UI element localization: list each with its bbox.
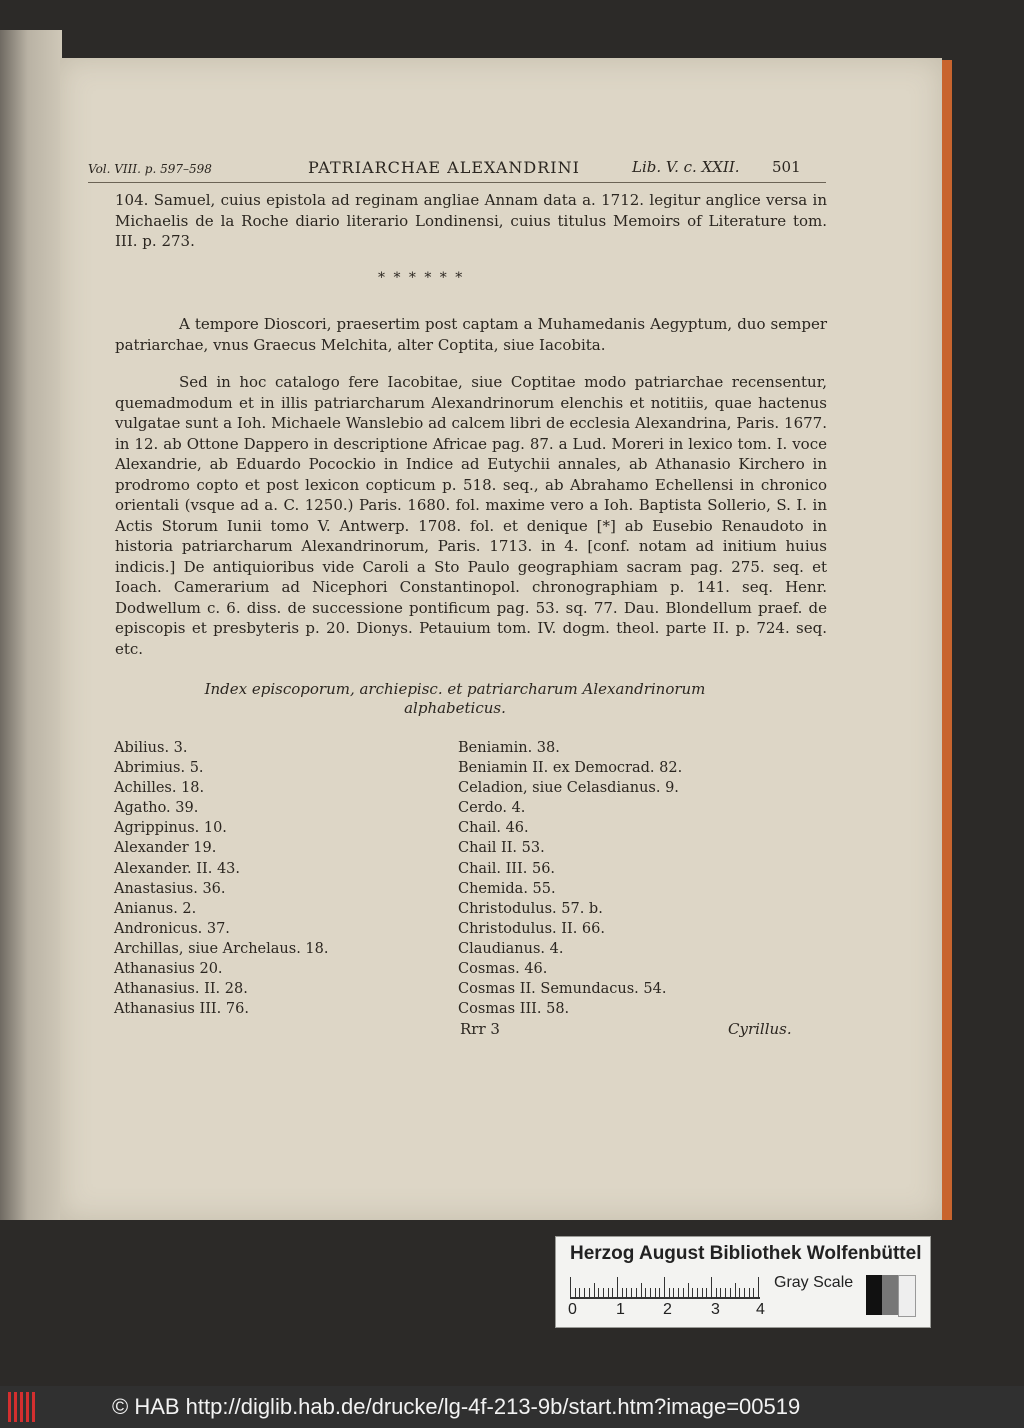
index-entry: Archillas, siue Archelaus. 18. bbox=[114, 940, 329, 957]
index-entry: Andronicus. 37. bbox=[114, 920, 230, 937]
scale-ruler bbox=[570, 1271, 760, 1299]
index-entry: Beniamin. 38. bbox=[458, 740, 560, 756]
ruler-tick bbox=[664, 1277, 665, 1297]
ruler-tick bbox=[735, 1283, 736, 1297]
ruler-tick bbox=[711, 1277, 712, 1297]
ruler-tick bbox=[594, 1283, 595, 1297]
ruler-tick bbox=[692, 1288, 693, 1297]
catchword: Cyrillus. bbox=[728, 1020, 792, 1038]
ruler-tick bbox=[720, 1288, 721, 1297]
index-entry: Beniamin II. ex Democrad. 82. bbox=[458, 760, 683, 777]
header-title: PATRIARCHAE ALEXANDRINI bbox=[308, 158, 580, 177]
ruler-tick bbox=[659, 1288, 660, 1297]
ruler-tick bbox=[570, 1277, 571, 1297]
ruler-tick bbox=[575, 1288, 576, 1297]
ruler-tick bbox=[669, 1288, 670, 1297]
ruler-tick bbox=[626, 1288, 627, 1297]
entry-104: 104. Samuel, cuius epistola ad reginam angliae Annam data a. 1712. legitur anglice versa in Michaelis de la Roche diario literario Londinensi, cuius titulus Memoirs of Literature tom. III. p. 273. bbox=[115, 191, 827, 250]
ruler-tick bbox=[598, 1288, 599, 1297]
ruler-tick bbox=[716, 1288, 717, 1297]
ruler-tick bbox=[697, 1288, 698, 1297]
scale-number: 0 bbox=[568, 1301, 577, 1318]
gray-swatch-black bbox=[866, 1275, 882, 1315]
index-entry: Christodulus. II. 66. bbox=[458, 920, 605, 937]
header-book-chapter: Lib. V. c. XXII. bbox=[632, 158, 740, 176]
ruler-tick bbox=[603, 1288, 604, 1297]
index-entry: Abilius. 3. bbox=[114, 740, 188, 756]
section-divider-stars: * * * * * * bbox=[378, 270, 465, 286]
header-rule bbox=[88, 182, 826, 183]
ruler-tick bbox=[749, 1288, 750, 1297]
index-entry: Athanasius 20. bbox=[114, 961, 223, 978]
ruler-tick bbox=[702, 1288, 703, 1297]
ruler-tick bbox=[579, 1288, 580, 1297]
index-entry: Chail II. 53. bbox=[458, 840, 545, 857]
index-entry: Anianus. 2. bbox=[114, 900, 197, 917]
ruler-tick bbox=[636, 1288, 637, 1297]
scale-number: 2 bbox=[663, 1301, 672, 1318]
paragraph-1: A tempore Dioscori, praesertim post captam a Muhamedanis Aegyptum, duo semper patriarchae, vnus Graecus Melchita, alter Coptita, siue Iacobita. bbox=[115, 315, 827, 354]
ruler-tick bbox=[612, 1288, 613, 1297]
gray-scale-label: Gray Scale bbox=[774, 1274, 854, 1291]
index-title: Index episcoporum, archiepisc. et patriarcharum Alexandrinorum alphabeticus. bbox=[204, 680, 706, 717]
index-entry: Athanasius. II. 28. bbox=[114, 981, 248, 998]
ruler-tick bbox=[650, 1288, 651, 1297]
ruler-tick bbox=[645, 1288, 646, 1297]
index-entry: Chemida. 55. bbox=[458, 880, 556, 897]
index-entry: Chail. 46. bbox=[458, 820, 529, 837]
library-label bbox=[555, 1236, 931, 1328]
gray-swatch-mid bbox=[882, 1275, 898, 1315]
signature-mark: Rrr 3 bbox=[460, 1020, 500, 1038]
index-entry: Agrippinus. 10. bbox=[114, 820, 227, 837]
facing-page-edge bbox=[0, 30, 62, 1220]
index-entry: Abrimius. 5. bbox=[114, 760, 204, 777]
ruler-tick bbox=[584, 1288, 585, 1297]
page-number: 501 bbox=[772, 158, 801, 176]
index-entry: Alexander. II. 43. bbox=[114, 860, 241, 877]
index-entry: Christodulus. 57. b. bbox=[458, 900, 603, 917]
ruler-tick bbox=[725, 1288, 726, 1297]
running-header bbox=[60, 158, 942, 180]
ruler-tick bbox=[673, 1288, 674, 1297]
index-column-right bbox=[458, 738, 682, 1019]
book-page bbox=[60, 58, 942, 1220]
library-name: Herzog August Bibliothek Wolfenbüttel bbox=[570, 1243, 922, 1264]
ruler-tick bbox=[608, 1288, 609, 1297]
index-entry: Chail. III. 56. bbox=[458, 860, 556, 877]
ruler-tick bbox=[683, 1288, 684, 1297]
footer-source-link[interactable]: © HAB http://diglib.hab.de/drucke/lg-4f-213-9b/start.htm?image=00519 bbox=[112, 1394, 801, 1419]
hab-logo-icon bbox=[6, 1392, 40, 1422]
paragraph-2: Sed in hoc catalogo fere Iacobitae, siue Coptitae modo patriarchae recensentur, quemadmodum et in illis patriarcharum Alexandrinorum elenchis et notitiis, quae hactenus vulgatae sunt a Ioh. Michaele Wanslebio ad calcem libri de ecclesia Alexandrina, Paris. 1677. in 12. ab Ottone Dappero in descriptione Africae pag. 87. a Lud. Moreri in lexico tom. I. voce Alexandrie, ab Eduardo Pocockio in Indice ad Eutychii annales, ab Athanasio Kirchero in prodromo copto et post lexicon copticum p. 518. seq., ab Abrahamo Echellensi in chronico orientali (vsque ad a. C. 1250.) Paris. 1680. fol. maxime vero a Ioh. Baptista Sollerio, S. I. in Actis Storum Iunii tomo V. Antwerp. 1708. fol. et denique [*] ab Eusebio Renaudoto in historia patriarcharum Alexandrinorum, Paris. 1713. in 4. [conf. notam ad initium huius indicis.] De antiquioribus vide Caroli a Sto Paulo geographiam sacram pag. 275. seq. et Ioach. Camerarium ad Nicephori Constantinopol. chronographiam p. 141. seq. Henr. Dodwellum c. 6. diss. de successione pontificum pag. 53. sq. 77. Dau. Blondellum praef. de episcopis et presbyteris p. 20. Dionys. Petauium tom. IV. dogm. theol. parte II. p. 724. seq. etc. bbox=[115, 373, 827, 658]
ruler-tick bbox=[758, 1277, 759, 1297]
index-entry: Anastasius. 36. bbox=[114, 880, 226, 897]
ruler-tick bbox=[589, 1288, 590, 1297]
ruler-tick bbox=[641, 1283, 642, 1297]
ruler-tick bbox=[753, 1288, 754, 1297]
index-entry: Cosmas. 46. bbox=[458, 961, 548, 978]
ruler-tick bbox=[739, 1288, 740, 1297]
index-column-left bbox=[114, 738, 328, 1019]
ruler-tick bbox=[678, 1288, 679, 1297]
ruler-tick bbox=[631, 1288, 632, 1297]
ruler-tick bbox=[744, 1288, 745, 1297]
gray-swatch-white bbox=[898, 1275, 916, 1317]
ruler-tick bbox=[617, 1277, 618, 1297]
index-entry: Claudianus. 4. bbox=[458, 940, 564, 957]
ruler-tick bbox=[622, 1288, 623, 1297]
index-entry: Achilles. 18. bbox=[114, 780, 205, 797]
ruler-tick bbox=[706, 1288, 707, 1297]
viewer-footer bbox=[0, 1386, 1024, 1428]
scale-number: 1 bbox=[616, 1301, 625, 1318]
index-entry: Cosmas III. 58. bbox=[458, 1001, 570, 1018]
index-entry: Cerdo. 4. bbox=[458, 800, 526, 817]
index-entry: Cosmas II. Semundacus. 54. bbox=[458, 981, 667, 998]
scale-number: 3 bbox=[711, 1301, 720, 1318]
index-entry: Celadion, siue Celasdianus. 9. bbox=[458, 780, 679, 797]
header-volume-ref: Vol. VIII. p. 597–598 bbox=[88, 162, 212, 176]
ruler-tick bbox=[730, 1288, 731, 1297]
index-entry: Alexander 19. bbox=[114, 840, 217, 857]
page-edge-color bbox=[942, 60, 952, 1220]
index-entry: Agatho. 39. bbox=[114, 800, 199, 817]
ruler-tick bbox=[688, 1283, 689, 1297]
ruler-tick bbox=[655, 1288, 656, 1297]
index-entry: Athanasius III. 76. bbox=[114, 1001, 249, 1018]
scale-number: 4 bbox=[756, 1301, 765, 1318]
